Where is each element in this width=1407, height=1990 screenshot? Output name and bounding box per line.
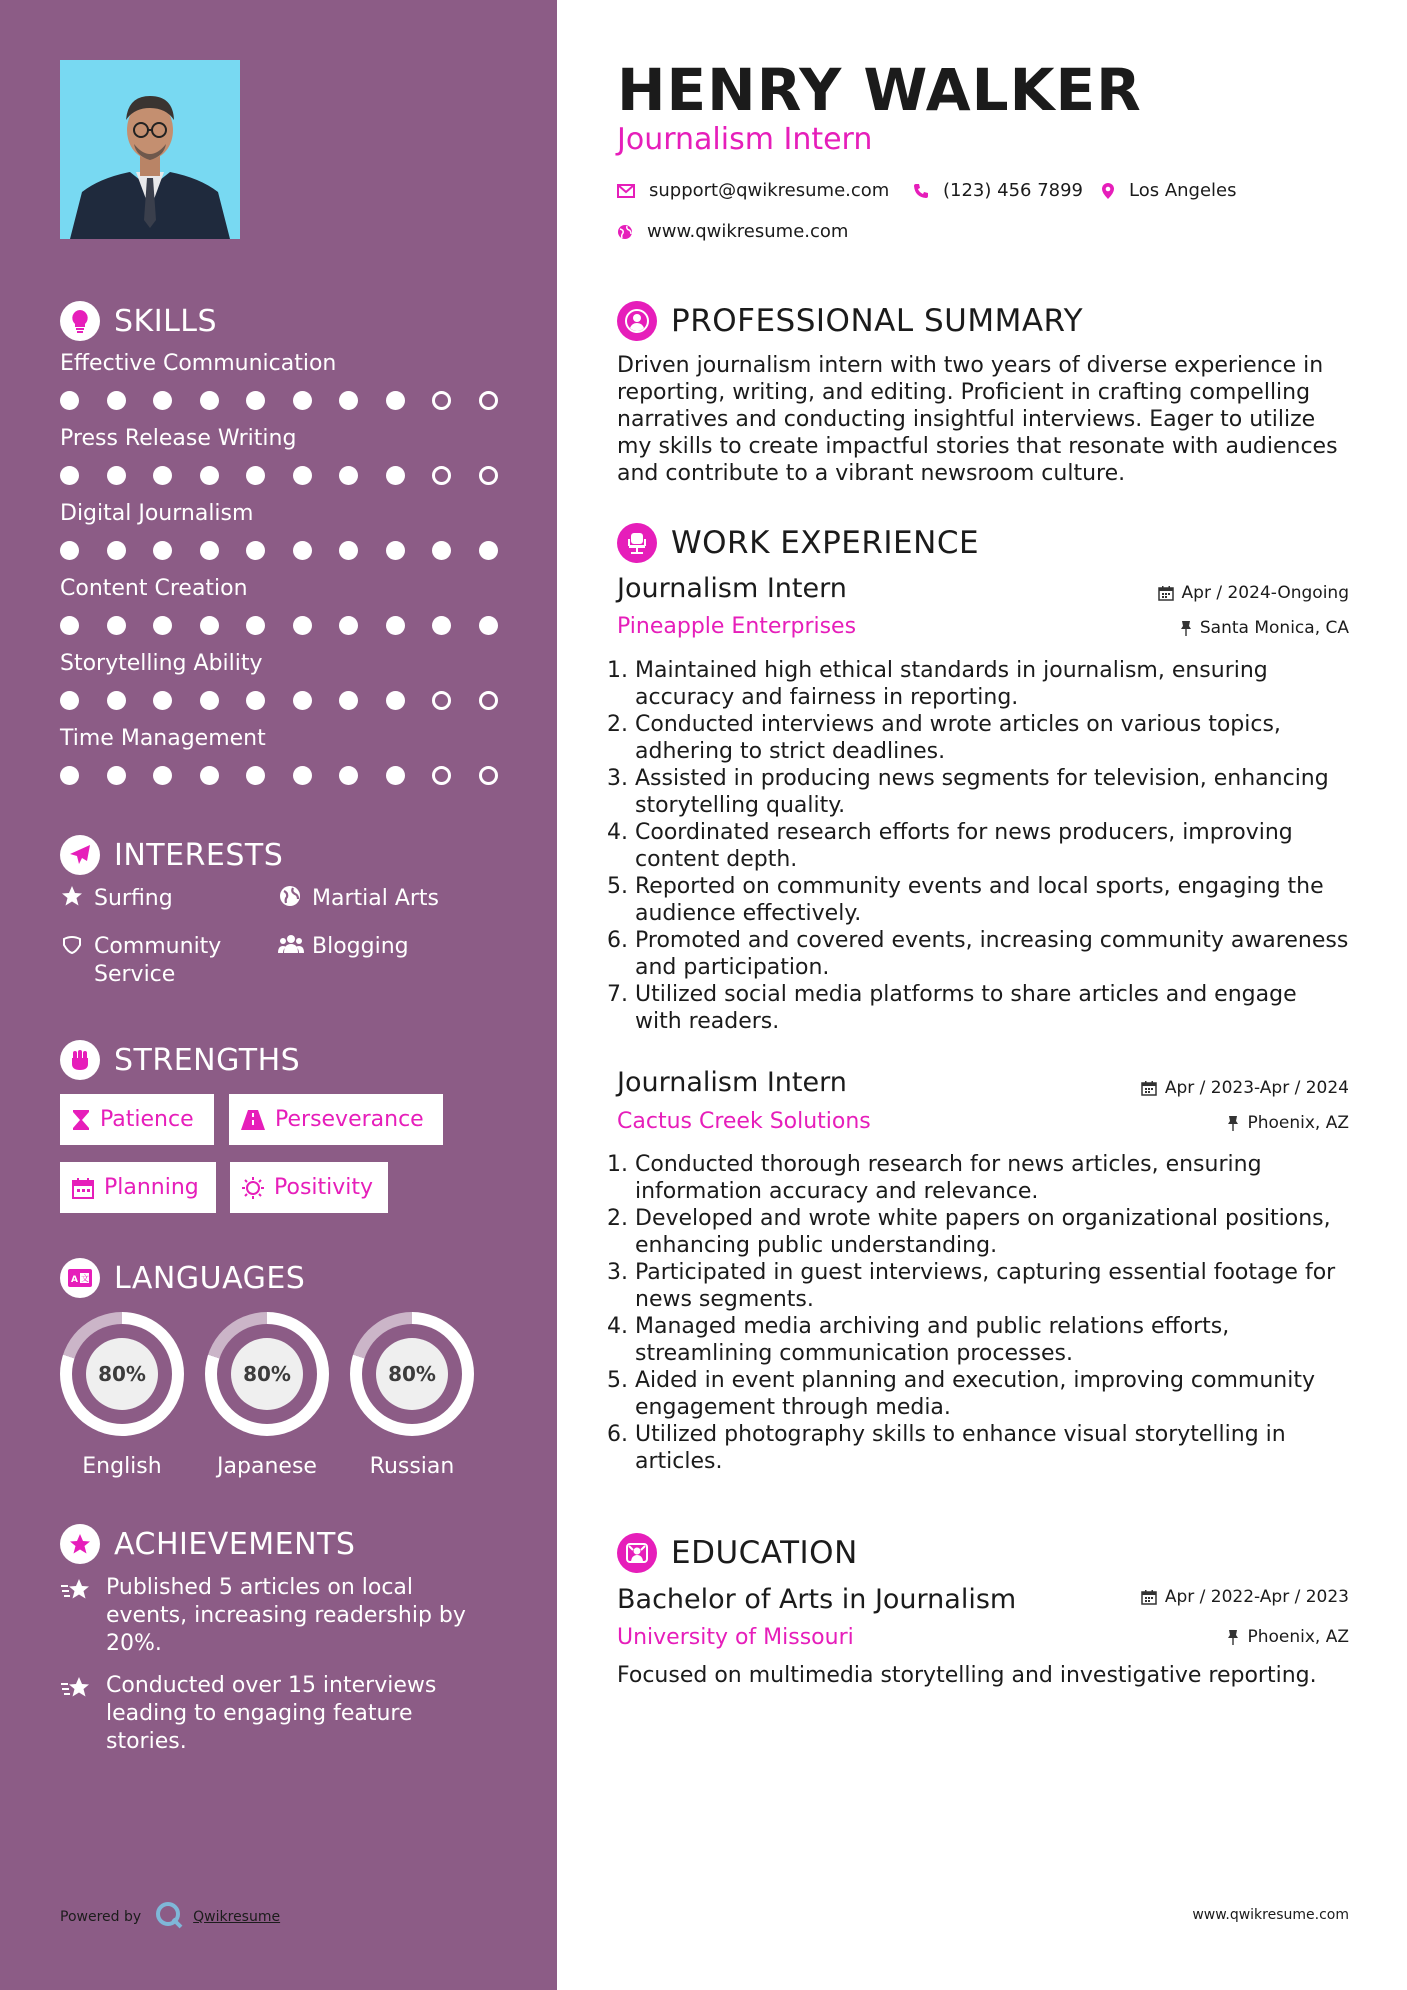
languages-header — [60, 1256, 520, 1300]
skill-name: Content Creation — [60, 576, 248, 601]
job-location-text: Phoenix, AZ — [1247, 1113, 1349, 1133]
award-star-icon — [60, 1524, 100, 1564]
language-icon — [60, 1258, 100, 1298]
skill-item — [60, 501, 520, 576]
interest-label: Surfing — [94, 886, 173, 911]
interests-section — [60, 833, 520, 995]
skill-dot-filled — [107, 766, 126, 785]
education-dates — [1141, 1587, 1349, 1607]
skill-name: Press Release Writing — [60, 426, 297, 451]
strength-label: Planning — [104, 1175, 199, 1200]
duty-item: 3. Assisted in producing news segments for television, enhancing storytelling quality. — [635, 765, 1349, 819]
star-icon — [60, 885, 84, 915]
job-title: Journalism Intern — [617, 1067, 847, 1098]
skill-item — [60, 726, 520, 801]
shooting-star-icon — [60, 1675, 92, 1756]
skill-rating — [60, 691, 510, 711]
skill-rating — [60, 466, 510, 486]
office-chair-icon — [617, 523, 657, 563]
duty-item: 1. Maintained high ethical standards in journalism, ensuring accuracy and fairness in reporting. — [635, 657, 1349, 711]
language-percent: 80% — [376, 1338, 448, 1410]
job-dates-text: Apr / 2024-Ongoing — [1181, 583, 1349, 603]
skill-dot-filled — [107, 466, 126, 485]
education-description: Focused on multimedia storytelling and investigative reporting. — [617, 1663, 1317, 1688]
skill-dot-filled — [246, 466, 265, 485]
skills-section — [60, 299, 520, 751]
skill-dot-filled — [432, 616, 451, 635]
sun-icon — [242, 1177, 264, 1199]
skill-dot-filled — [107, 691, 126, 710]
achievement-item — [60, 1574, 500, 1658]
skill-dot-filled — [293, 541, 312, 560]
qwikresume-link[interactable]: Qwikresume — [193, 1909, 281, 1925]
skill-dot-filled — [293, 616, 312, 635]
skill-dot-filled — [246, 691, 265, 710]
language-ring — [60, 1312, 184, 1436]
strength-label: Patience — [100, 1107, 194, 1132]
skill-dot-filled — [386, 616, 405, 635]
skill-rating — [60, 766, 510, 786]
achievements-section — [60, 1522, 520, 1754]
interest-item — [278, 885, 439, 915]
skill-name: Storytelling Ability — [60, 651, 263, 676]
strengths-section — [60, 1038, 520, 1200]
contact-phone[interactable] — [913, 180, 1083, 201]
skill-dot-empty — [432, 691, 451, 710]
strength-item — [230, 1162, 388, 1213]
interests-header — [60, 833, 520, 877]
skill-dot-filled — [246, 766, 265, 785]
language-ring — [205, 1312, 329, 1436]
strengths-title: STRENGTHS — [114, 1042, 301, 1078]
strengths-list — [60, 1094, 520, 1224]
calendar-icon — [72, 1177, 94, 1199]
skill-dot-filled — [293, 691, 312, 710]
skills-header — [60, 299, 520, 343]
languages-title: LANGUAGES — [114, 1260, 306, 1296]
experience-header — [617, 521, 979, 565]
skill-dot-empty — [479, 766, 498, 785]
degree-title: Bachelor of Arts in Journalism — [617, 1584, 1017, 1615]
summary-title: PROFESSIONAL SUMMARY — [671, 303, 1084, 339]
skill-dot-filled — [60, 541, 79, 560]
duty-item: 6. Promoted and covered events, increasing community awareness and participation. — [635, 927, 1349, 981]
achievements-header — [60, 1522, 520, 1566]
job-dates — [1141, 1078, 1349, 1098]
duty-item: 5. Reported on community events and local sports, engaging the audience effectively. — [635, 873, 1349, 927]
contact-website[interactable] — [617, 221, 848, 242]
duty-item: 5. Aided in event planning and execution, improving community engagement through media. — [635, 1367, 1349, 1421]
skill-name: Time Management — [60, 726, 266, 751]
company-name: Pineapple Enterprises — [617, 614, 857, 639]
duty-item: 3. Participated in guest interviews, capturing essential footage for news segments. — [635, 1259, 1349, 1313]
pushpin-icon — [1227, 1115, 1239, 1131]
skill-dot-filled — [293, 766, 312, 785]
skill-rating — [60, 616, 510, 636]
skill-dot-filled — [200, 391, 219, 410]
skill-dot-filled — [60, 691, 79, 710]
job-location-text: Santa Monica, CA — [1199, 618, 1349, 638]
phone-icon — [913, 183, 929, 199]
skill-dot-empty — [432, 766, 451, 785]
skill-dot-filled — [386, 391, 405, 410]
qwikresume-logo-icon — [155, 1901, 183, 1933]
calendar-icon — [1141, 1080, 1157, 1096]
lightbulb-icon — [60, 301, 100, 341]
skill-dot-empty — [479, 691, 498, 710]
skill-dot-filled — [60, 616, 79, 635]
skill-dot-filled — [432, 541, 451, 560]
job-location — [1227, 1113, 1349, 1133]
job-duties — [617, 1151, 1349, 1475]
skill-dot-filled — [479, 616, 498, 635]
website-text: www.qwikresume.com — [647, 221, 849, 242]
candidate-name: HENRY WALKER — [617, 56, 1142, 124]
interest-item — [278, 933, 409, 963]
language-percent: 80% — [231, 1338, 303, 1410]
language-item — [205, 1312, 329, 1479]
language-name: Russian — [369, 1454, 455, 1479]
skill-dot-filled — [60, 766, 79, 785]
strength-item — [60, 1162, 216, 1213]
skill-dot-empty — [432, 466, 451, 485]
skill-dot-filled — [107, 391, 126, 410]
email-text: support@qwikresume.com — [649, 180, 890, 201]
skill-dot-filled — [386, 541, 405, 560]
strengths-header — [60, 1038, 520, 1082]
contact-location — [1101, 180, 1237, 201]
hourglass-icon — [72, 1109, 90, 1131]
svg-text:文: 文 — [81, 1274, 89, 1283]
school-name: University of Missouri — [617, 1625, 854, 1650]
skill-dot-filled — [293, 466, 312, 485]
interest-item — [60, 933, 250, 989]
globe-icon — [617, 224, 633, 240]
education-header — [617, 1531, 858, 1575]
duty-item: 1. Conducted thorough research for news articles, ensuring information accuracy and relevance. — [635, 1151, 1349, 1205]
skill-dot-filled — [153, 691, 172, 710]
skill-dot-filled — [153, 766, 172, 785]
skill-dot-filled — [200, 766, 219, 785]
skill-item — [60, 576, 520, 651]
skills-title: SKILLS — [114, 303, 218, 339]
powered-by — [60, 1901, 280, 1933]
location-text: Los Angeles — [1129, 180, 1237, 201]
calendar-icon — [1158, 585, 1174, 601]
skill-dot-empty — [479, 391, 498, 410]
language-ring — [350, 1312, 474, 1436]
skill-dot-filled — [107, 541, 126, 560]
pushpin-icon — [1180, 620, 1192, 636]
skill-item — [60, 651, 520, 726]
job-title: Journalism Intern — [617, 573, 847, 604]
strength-label: Positivity — [274, 1175, 374, 1200]
skill-dot-filled — [339, 766, 358, 785]
graduate-icon — [617, 1533, 657, 1573]
experience-title: WORK EXPERIENCE — [671, 525, 980, 561]
skill-dot-filled — [153, 391, 172, 410]
languages-list — [60, 1312, 520, 1502]
language-percent: 80% — [86, 1338, 158, 1410]
summary-header — [617, 299, 1083, 343]
skill-dot-empty — [479, 466, 498, 485]
skill-dot-filled — [339, 466, 358, 485]
footer-url[interactable]: www.qwikresume.com — [1192, 1907, 1349, 1923]
duty-item: 2. Conducted interviews and wrote articles on various topics, adhering to strict deadlines. — [635, 711, 1349, 765]
skill-dot-empty — [432, 391, 451, 410]
skill-dot-filled — [153, 541, 172, 560]
skill-dot-filled — [479, 541, 498, 560]
skill-item — [60, 426, 520, 501]
achievements-title: ACHIEVEMENTS — [114, 1526, 356, 1562]
skill-dot-filled — [200, 616, 219, 635]
skill-dot-filled — [339, 391, 358, 410]
summary-text: Driven journalism intern with two years of diverse experience in reporting, writing, and editing. Proficient in crafting compelling narratives and conducting insightful interviews. Eager to utilize my skills to create impactful stories that resonate with audiences and contribute to a vibrant newsroom culture. — [617, 353, 1338, 486]
skill-dot-filled — [339, 691, 358, 710]
duty-item: 2. Developed and wrote white papers on organizational positions, enhancing public understanding. — [635, 1205, 1349, 1259]
job-duties — [617, 657, 1349, 1035]
skill-item — [60, 351, 520, 426]
company-name: Cactus Creek Solutions — [617, 1109, 871, 1134]
language-name: English — [82, 1454, 162, 1479]
job-dates — [1158, 583, 1349, 603]
job-dates-text: Apr / 2023-Apr / 2024 — [1164, 1078, 1349, 1098]
interest-label: Blogging — [312, 934, 409, 959]
duty-item: 4. Managed media archiving and public relations efforts, streamlining communication processes. — [635, 1313, 1349, 1367]
sidebar — [0, 0, 557, 1990]
interest-item — [60, 885, 173, 915]
skill-dot-filled — [246, 616, 265, 635]
interests-title: INTERESTS — [114, 837, 284, 873]
education-location-text: Phoenix, AZ — [1247, 1627, 1349, 1647]
contact-email[interactable] — [617, 180, 889, 201]
globe-icon — [278, 885, 302, 915]
users-icon — [278, 933, 302, 963]
calendar-icon — [1141, 1589, 1157, 1605]
language-item — [350, 1312, 474, 1479]
map-pin-icon — [1101, 182, 1115, 200]
powered-by-label: Powered by — [60, 1909, 142, 1925]
skill-dot-filled — [293, 391, 312, 410]
achievement-text: Conducted over 15 interviews leading to engaging feature stories. — [106, 1673, 437, 1754]
education-dates-text: Apr / 2022-Apr / 2023 — [1164, 1587, 1349, 1607]
interest-label: Martial Arts — [312, 886, 440, 911]
skill-rating — [60, 391, 510, 411]
candidate-role: Journalism Intern — [617, 122, 873, 157]
duty-item: 4. Coordinated research efforts for news producers, improving content depth. — [635, 819, 1349, 873]
interest-label: Community Service — [94, 934, 222, 987]
skill-dot-filled — [153, 466, 172, 485]
skill-dot-filled — [200, 466, 219, 485]
paper-plane-icon — [60, 835, 100, 875]
job-location — [1180, 618, 1349, 638]
skill-dot-filled — [107, 616, 126, 635]
svg-text:A: A — [71, 1275, 78, 1285]
education-title: EDUCATION — [671, 1535, 858, 1571]
duty-item: 6. Utilized photography skills to enhance visual storytelling in articles. — [635, 1421, 1349, 1475]
skill-dot-filled — [153, 616, 172, 635]
skill-dot-filled — [386, 691, 405, 710]
skill-dot-filled — [246, 541, 265, 560]
skill-dot-filled — [60, 391, 79, 410]
phone-text: (123) 456 7899 — [943, 180, 1084, 201]
skill-dot-filled — [386, 466, 405, 485]
achievement-item — [60, 1672, 500, 1756]
skill-name: Effective Communication — [60, 351, 337, 376]
skill-dot-filled — [386, 766, 405, 785]
language-name: Japanese — [217, 1454, 317, 1479]
envelope-icon — [617, 184, 635, 198]
skills-list — [60, 351, 520, 801]
languages-section — [60, 1256, 520, 1479]
skill-dot-filled — [200, 541, 219, 560]
language-item — [60, 1312, 184, 1479]
road-icon — [241, 1110, 265, 1130]
handshake-icon — [60, 933, 84, 963]
profile-photo — [60, 60, 240, 239]
skill-name: Digital Journalism — [60, 501, 254, 526]
strength-item — [60, 1094, 214, 1145]
strength-item — [229, 1094, 443, 1145]
skill-dot-filled — [60, 466, 79, 485]
skill-dot-filled — [339, 616, 358, 635]
pushpin-icon — [1227, 1629, 1239, 1645]
interests-list — [60, 885, 520, 995]
education-location — [1227, 1627, 1349, 1647]
skill-rating — [60, 541, 510, 561]
skill-dot-filled — [200, 691, 219, 710]
duty-item: 7. Utilized social media platforms to share articles and engage with readers. — [635, 981, 1349, 1035]
fist-icon — [60, 1040, 100, 1080]
skill-dot-filled — [246, 391, 265, 410]
user-icon — [617, 301, 657, 341]
skill-dot-filled — [339, 541, 358, 560]
achievement-text: Published 5 articles on local events, increasing readership by 20%. — [106, 1575, 466, 1656]
strength-label: Perseverance — [275, 1107, 424, 1132]
shooting-star-icon — [60, 1577, 92, 1658]
